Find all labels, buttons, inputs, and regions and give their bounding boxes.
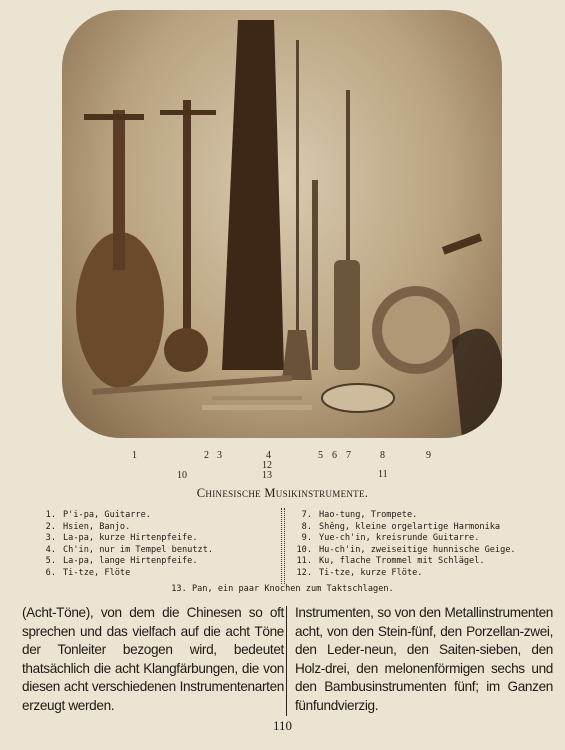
page-number: 110 [272, 718, 293, 733]
legend-item: 10. Hu-ch'in, zweiseitige hunnische Geige. [296, 544, 516, 555]
figure-title: Chinesische Musikinstrumente. [196, 486, 369, 500]
photo-label-13: 13 [262, 470, 272, 481]
legend-item: 1. P'i-pa, Guitarre. [45, 510, 151, 520]
legend-item: 3. La-pa, kurze Hirtenpfeife. [45, 533, 198, 544]
photo-label-12: 12 [262, 460, 272, 471]
chinese-instruments-photo [62, 10, 502, 438]
legend-item: 9. Yue-ch'in, kreisrunde Guitarre. [301, 533, 480, 544]
photo-label-4: 4 [266, 450, 271, 461]
legend-footnote: 13. Pan, ein paar Knochen zum Taktschlagen. [171, 584, 394, 594]
legend-item: 5. La-pa, lange Hirtenpfeife. [45, 556, 198, 567]
photo-label-5: 5 [318, 450, 323, 461]
instruments-photograph [62, 10, 502, 438]
body-text-right: Instrumenten, so von den Metallinstrumenten acht, von den Stein-fünf, den Porzellan-zwei, den Leder-neun, den Saiten-sieben, den Holz-drei, den melonenförmigen sechs und den Bambusinstrumenten fünf; im Ganzen fünfundvierzig. [295, 605, 553, 713]
legend-right [290, 510, 516, 580]
legend-item: 8. Shêng, kleine orgelartige Harmonika [301, 521, 501, 532]
photo-label-8: 8 [380, 450, 385, 461]
photo-label-3: 3 [217, 450, 222, 461]
photo-label-1: 1 [132, 450, 137, 461]
photo-label-11: 11 [378, 469, 388, 480]
legend-item: 4. Ch'in, nur im Tempel benutzt. [45, 544, 214, 555]
legend-left [34, 510, 213, 580]
photo-label-7: 7 [346, 450, 351, 461]
legend-item: 12. Ti-tze, kurze Flöte. [296, 567, 423, 578]
legend-item: 2. Hsien, Banjo. [45, 521, 131, 532]
legend-divider [281, 508, 285, 584]
body-text-left: (Acht-Töne), von dem die Chinesen so oft sprechen und das vielfach auf die acht Töne der Tonleiter bezogen wird, bedeutet thatsächlich die acht Klangfärbungen, die von diesen acht verschiedenen Instrumentenarten erzeugt werden. [22, 605, 284, 713]
legend-item: 7. Hao-tung, Trompete. [301, 510, 418, 520]
photo-label-6: 6 [332, 450, 337, 461]
photo-label-2: 2 [204, 450, 209, 461]
photo-label-9: 9 [426, 450, 431, 461]
photo-label-10: 10 [177, 470, 187, 481]
legend-item: 6. Ti-tze, Flöte [45, 567, 131, 578]
legend-item: 11. Ku, flache Trommel mit Schlägel. [296, 556, 485, 567]
column-divider [286, 606, 287, 716]
